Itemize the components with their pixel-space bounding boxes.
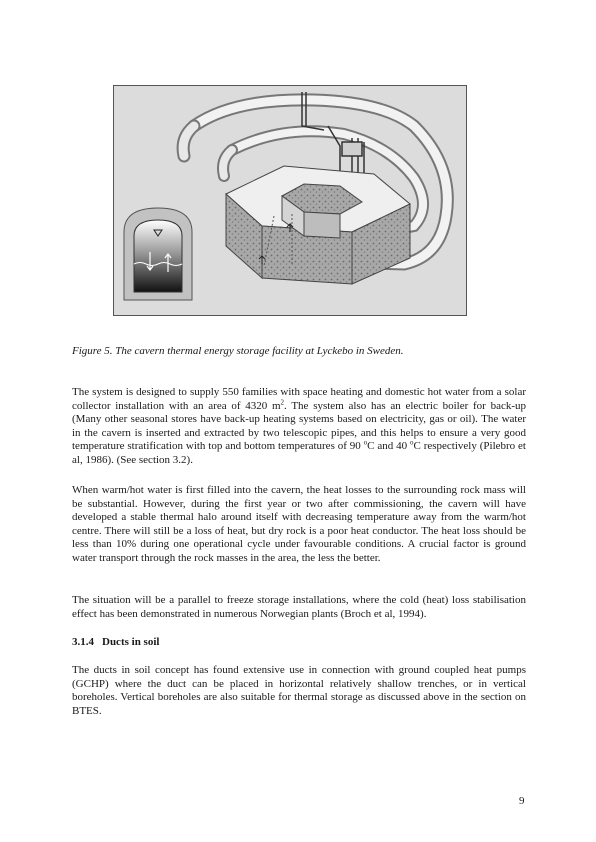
page-number: 9	[519, 795, 525, 807]
section-heading	[72, 636, 159, 648]
cavern-ring	[226, 166, 410, 284]
section-number: 3.1.4	[72, 636, 94, 648]
paragraph-ducts-in-soil: The ducts in soil concept has found extensive use in connection with ground coupled heat pumps (GCHP) where the duct can be placed in horizontal relatively shallow trenches, or in vertical boreholes. Vertical boreholes are also suitable for thermal storage as discussed above in the section on BTES.	[72, 664, 526, 717]
cavern-illustration	[114, 86, 466, 315]
paragraph-freeze-storage: The situation will be a parallel to freeze storage installations, where the cold (heat) loss stabilisation effect has been demonstrated in numerous Norwegian plants (Broch et al, 1994).	[72, 594, 526, 620]
section-title: Ducts in soil	[102, 636, 160, 648]
cavern-cross-section-inset	[124, 208, 192, 300]
cavern-figure	[113, 85, 467, 316]
paragraph-heat-losses: When warm/hot water is first filled into the cavern, the heat losses to the surrounding rock mass will be substantial. However, during the first year or two after commissioning, the cavern will have developed a stable thermal halo around itself with decreasing temperature away from the warm/hot centre. There will still be a loss of heat, but dry rock is a poor heat conductor. The heat loss should be less than 10% during one operational cycle under favourable conditions. A crucial factor is ground water transport through the rock masses in the area, the less the better.	[72, 484, 526, 564]
figure-caption: Figure 5. The cavern thermal energy storage facility at Lyckebo in Sweden.	[72, 345, 404, 357]
paragraph-system-description: The system is designed to supply 550 families with space heating and domestic hot water from a solar collector installation with an area of 4320 $m^2$. The system also has an electric boiler for back-up (Many other seasonal stores have back-up heating systems based on electricity, gas or oil). The water in the cavern is inserted and extracted by two telescopic pipes, and this helps to ensure a very good temperature stratification with top and bottom temperatures of 90 $^o$C and 40 $^o$C respectively (Pilebro et al, 1986). (See section 3.2).	[72, 386, 526, 466]
